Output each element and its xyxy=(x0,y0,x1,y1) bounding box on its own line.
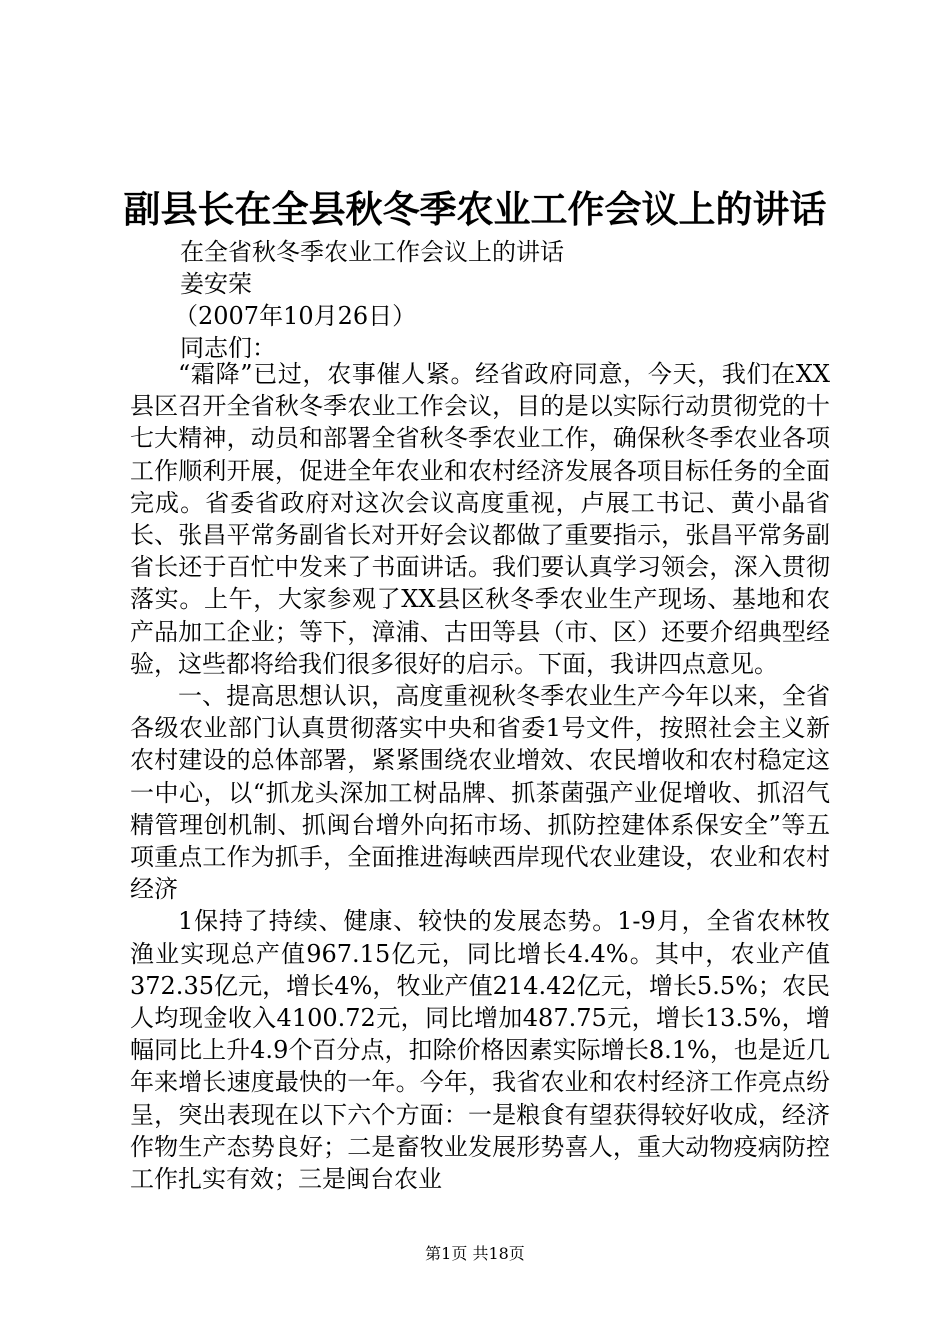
document-subtitle: 在全省秋冬季农业工作会议上的讲话 xyxy=(180,238,564,266)
paragraph-opening: “霜降”已过，农事催人紧。经省政府同意，今天，我们在XX县区召开全省秋冬季农业工作会议，目的是以实际行动贯彻党的十七大精神，动员和部署全省秋冬季农业工作，确保秋冬季农业各项工作顺利开展，促进全年农业和农村经济发展各项目标任务的全面完成。省委省政府对这次会议高度重视，卢展工书记、黄小晶省长、张昌平常务副省长对开好会议都做了重要指示，张昌平常务副省长还于百忙中发来了书面讲话。我们要认真学习领会，深入贯彻落实。上午，大家参观了XX县区秋冬季农业生产现场、基地和农产品加工企业；等下，漳浦、古田等县（市、区）还要介绍典型经验，这些都将给我们很多很好的启示。下面，我讲四点意见。 xyxy=(130,360,830,678)
salutation: 同志们： xyxy=(180,334,276,362)
document-body xyxy=(130,358,830,1195)
paragraph-section-one: 一、提高思想认识，高度重视秋冬季农业生产今年以来，全省各级农业部门认真贯彻落实中央和省委1号文件，按照社会主义新农村建设的总体部署，紧紧围绕农业增效、农民增收和农村稳定这一中心，以“抓龙头深加工树品牌、抓茶菌强产业促增收、抓沼气精管理创机制、抓闽台增外向拓市场、抓防控建体系保安全”等五项重点工作为抓手，全面推进海峡西岸现代农业建设，农业和农村经济 xyxy=(130,682,830,904)
speech-date: （2007年10月26日） xyxy=(174,302,417,330)
speaker-name: 姜安荣 xyxy=(180,270,252,298)
paragraph-achievements: 1保持了持续、健康、较快的发展态势。1-9月，全省农林牧渔业实现总产值967.15亿元，同比增长4.4%。其中，农业产值372.35亿元，增长4%，牧业产值214.42亿元，增长5.5%；农民人均现金收入4100.72元，同比增加487.75元，增长13.5%，增幅同比上升4.9个百分点，扣除价格因素实际增长8.1%，也是近几年来增长速度最快的一年。今年，我省农业和农村经济工作亮点纷呈，突出表现在以下六个方面：一是粮食有望获得较好收成，经济作物生产态势良好；二是畜牧业发展形势喜人，重大动物疫病防控工作扎实有效；三是闽台农业 xyxy=(130,907,830,1194)
document-title: 副县长在全县秋冬季农业工作会议上的讲话 xyxy=(123,187,827,231)
page-indicator: 第1页 共18页 xyxy=(425,1244,525,1263)
